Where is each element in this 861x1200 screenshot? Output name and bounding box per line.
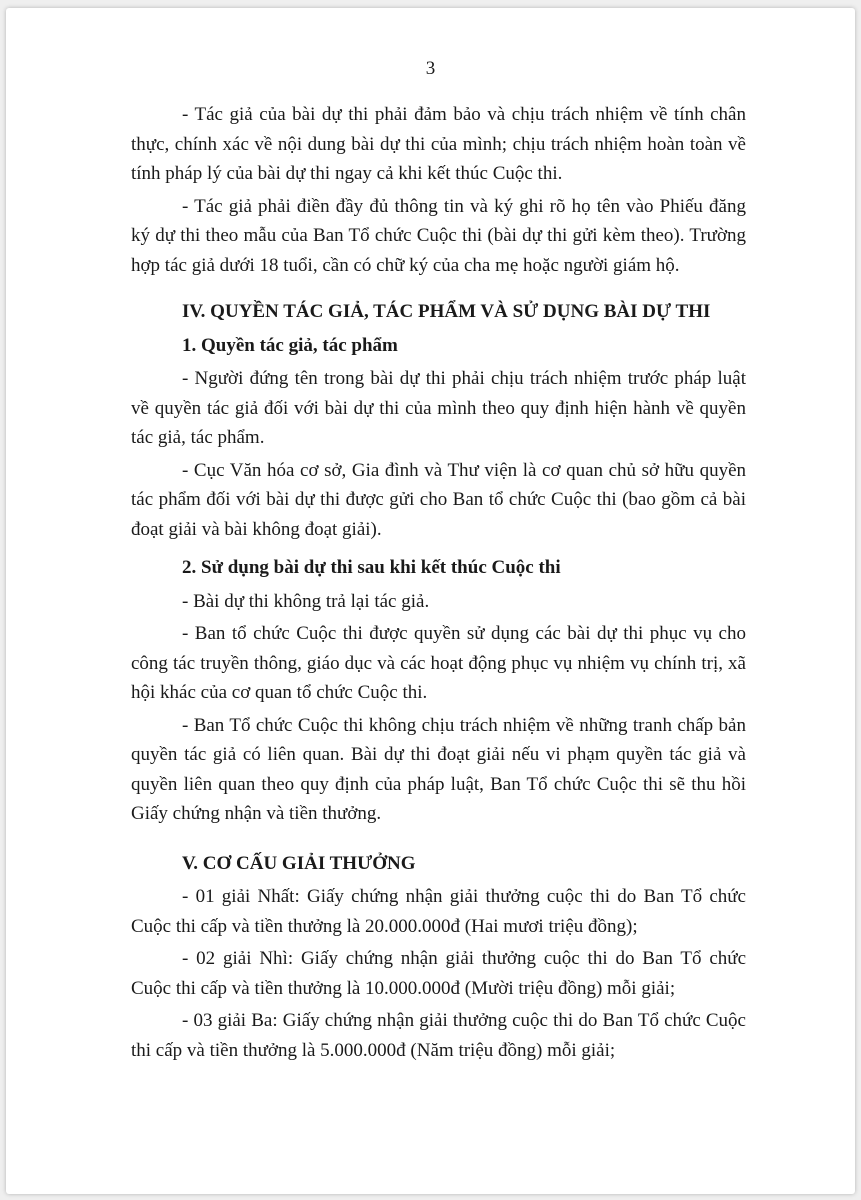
section-heading-v: V. CƠ CẤU GIẢI THƯỞNG <box>182 852 416 874</box>
paragraph: - Ban tổ chức Cuộc thi được quyền sử dụng các bài dự thi phục vụ cho công tác truyền thông, giáo dục và các hoạt động phục vụ nhiệm vụ chính trị, xã hội khác của cơ quan tổ chức Cuộc thi. <box>131 623 746 703</box>
paragraph: - Ban Tổ chức Cuộc thi không chịu trách nhiệm về những tranh chấp bản quyền tác giả có liên quan. Bài dự thi đoạt giải nếu vi phạm quyền tác giả và quyền liên quan theo quy định của pháp luật, Ban Tổ chức Cuộc thi sẽ thu hồi Giấy chứng nhận và tiền thưởng. <box>131 714 746 824</box>
subsection-heading-copyright: 1. Quyền tác giả, tác phẩm <box>182 334 398 356</box>
paragraph: - Cục Văn hóa cơ sở, Gia đình và Thư viện là cơ quan chủ sở hữu quyền tác phẩm đối với bài dự thi được gửi cho Ban tổ chức Cuộc thi (bao gồm cả bài đoạt giải và bài không đoạt giải). <box>131 459 746 540</box>
section-heading-iv: IV. QUYỀN TÁC GIẢ, TÁC PHẨM VÀ SỬ DỤNG BÀI DỰ THI <box>182 301 711 322</box>
prize-item-first: - 01 giải Nhất: Giấy chứng nhận giải thưởng cuộc thi do Ban Tổ chức Cuộc thi cấp và tiền thưởng là 20.000.000đ (Hai mươi triệu đồng); <box>131 886 746 937</box>
subsection-heading-usage: 2. Sử dụng bài dự thi sau khi kết thúc Cuộc thi <box>182 557 561 578</box>
page-number: 3 <box>425 58 436 79</box>
document-page <box>6 8 855 1194</box>
paragraph: - Tác giả của bài dự thi phải đảm bảo và chịu trách nhiệm về tính chân thực, chính xác về nội dung bài dự thi của mình; chịu trách nhiệm hoàn toàn về tính pháp lý của bài dự thi ngay cả khi kết thúc Cuộc thi. <box>131 104 746 184</box>
prize-item-second: - 02 giải Nhì: Giấy chứng nhận giải thưởng cuộc thi do Ban Tổ chức Cuộc thi cấp và tiền thưởng là 10.000.000đ (Mười triệu đồng) mỗi giải; <box>131 948 746 999</box>
prize-item-third: - 03 giải Ba: Giấy chứng nhận giải thưởng cuộc thi do Ban Tổ chức Cuộc thi cấp và tiền thưởng là 5.000.000đ (Năm triệu đồng) mỗi giải; <box>131 1010 746 1061</box>
paragraph: - Bài dự thi không trả lại tác giả. <box>182 590 430 612</box>
paragraph: - Người đứng tên trong bài dự thi phải chịu trách nhiệm trước pháp luật về quyền tác giả đối với bài dự thi của mình theo quy định hiện hành về quyền tác giả, tác phẩm. <box>131 368 746 448</box>
paragraph: - Tác giả phải điền đầy đủ thông tin và ký ghi rõ họ tên vào Phiếu đăng ký dự thi theo mẫu của Ban Tổ chức Cuộc thi (bài dự thi gửi kèm theo). Trường hợp tác giả dưới 18 tuổi, cần có chữ ký của cha mẹ hoặc người giám hộ. <box>131 195 746 276</box>
document-body <box>131 100 746 1068</box>
